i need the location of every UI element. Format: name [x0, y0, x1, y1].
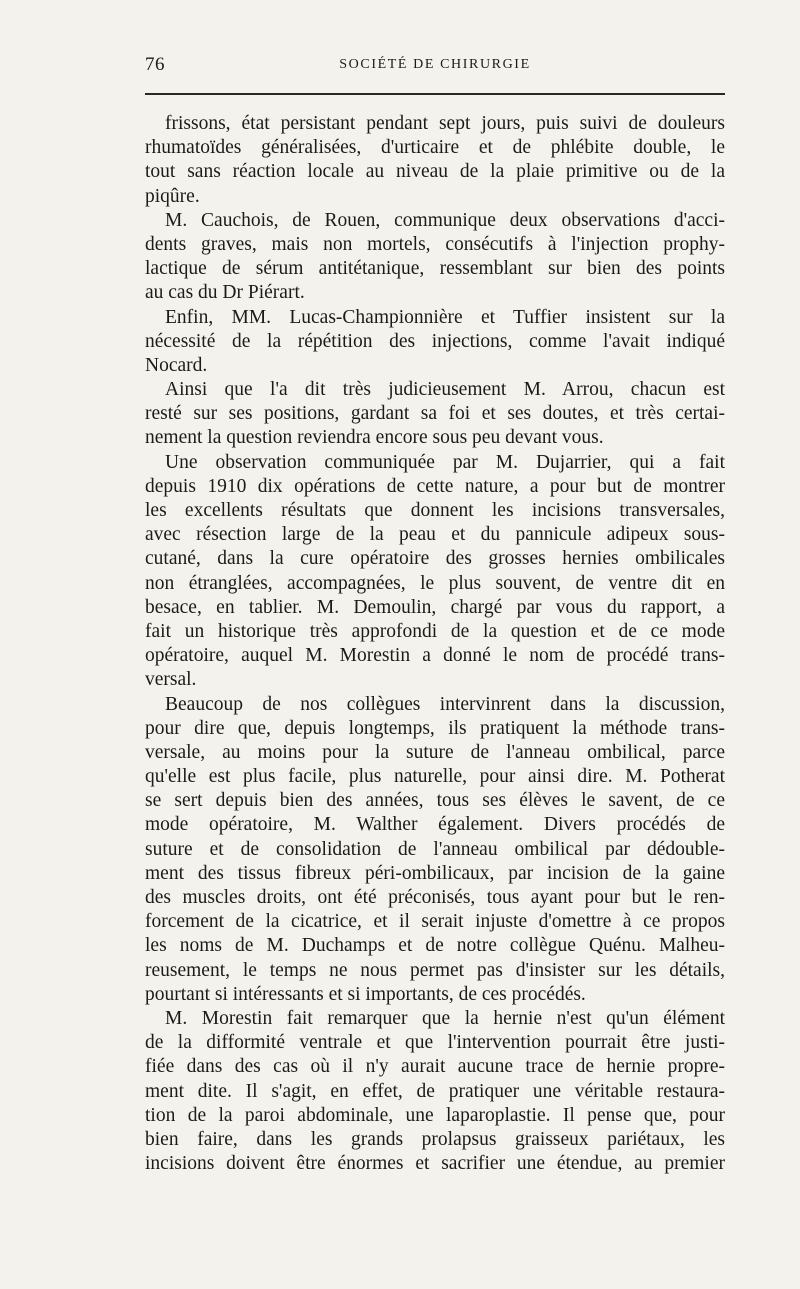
- text-line: de la difformité ventrale et que l'intervention pourrait être justi-: [145, 1032, 725, 1054]
- text-line: nécessité de la répétition des injections, comme l'avait indiqué: [145, 330, 725, 352]
- header-rule: [145, 93, 725, 95]
- body-text: [145, 112, 725, 1176]
- text-line: ment des tissus fibreux péri-ombilicaux, par incision de la gaine: [145, 862, 725, 884]
- text-line: Beaucoup de nos collègues intervinrent dans la discussion,: [165, 693, 725, 715]
- text-line: lactique de sérum antitétanique, ressemblant sur bien des points: [145, 258, 725, 280]
- paragraph: [145, 306, 725, 379]
- text-line: tion de la paroi abdominale, une laparoplastie. Il pense que, pour: [145, 1104, 725, 1126]
- text-line: qu'elle est plus facile, plus naturelle, pour ainsi dire. M. Potherat: [145, 766, 725, 788]
- paragraph: [145, 378, 725, 451]
- text-line: au cas du Dr Piérart.: [145, 282, 305, 304]
- running-title: SOCIÉTÉ DE CHIRURGIE: [339, 57, 531, 72]
- text-line: les excellents résultats que donnent les incisions transversales,: [145, 500, 725, 521]
- text-line: pourtant si intéressants et si importants, de ces procédés.: [145, 983, 586, 1005]
- text-line: frissons, état persistant pendant sept jours, puis suivi de douleurs: [165, 113, 725, 134]
- text-line: suture et de consolidation de l'anneau ombilical par dédouble-: [145, 838, 725, 860]
- text-line: fait un historique très approfondi de la question et de ce mode: [145, 620, 725, 642]
- paragraph: [145, 112, 725, 209]
- text-line: opératoire, auquel M. Morestin a donné le nom de procédé trans-: [145, 645, 725, 667]
- text-line: piqûre.: [145, 185, 200, 207]
- text-line: les noms de M. Duchamps et de notre collègue Quénu. Malheu-: [145, 935, 725, 957]
- text-line: besace, en tablier. M. Demoulin, chargé par vous du rapport, a: [145, 596, 725, 618]
- paragraph: [145, 451, 725, 693]
- text-line: bien faire, dans les grands prolapsus graisseux pariétaux, les: [145, 1128, 725, 1150]
- text-line: ment dite. Il s'agit, en effet, de pratiquer une véritable restaura-: [145, 1080, 725, 1102]
- text-line: non étranglées, accompagnées, le plus souvent, de ventre dit en: [145, 572, 725, 594]
- text-line: versale, au moins pour la suture de l'anneau ombilical, parce: [145, 741, 725, 763]
- text-line: cutané, dans la cure opératoire des grosses hernies ombilicales: [145, 548, 725, 570]
- text-line: versal.: [145, 669, 197, 691]
- text-line: forcement de la cicatrice, et il serait injuste d'omettre à ce propos: [145, 911, 725, 933]
- text-line: Enfin, MM. Lucas-Championnière et Tuffier insistent sur la: [165, 306, 725, 328]
- paragraph: [145, 209, 725, 306]
- text-line: Une observation communiquée par M. Dujarrier, qui a fait: [165, 451, 725, 473]
- text-line: rhumatoïdes généralisées, d'urticaire et de phlébite double, le: [145, 137, 725, 159]
- text-line: resté sur ses positions, gardant sa foi et ses doutes, et très certai-: [145, 403, 725, 425]
- running-head: [145, 54, 725, 78]
- text-line: mode opératoire, M. Walther également. Divers procédés de: [145, 814, 725, 836]
- text-line: M. Cauchois, de Rouen, communique deux observations d'acci-: [165, 209, 725, 231]
- page-number: 76: [145, 54, 165, 75]
- text-line: Ainsi que l'a dit très judicieusement M. Arrou, chacun est: [165, 379, 725, 401]
- text-line: des muscles droits, ont été préconisés, tous ayant pour but le ren-: [145, 887, 725, 908]
- text-line: dents graves, mais non mortels, consécutifs à l'injection prophy-: [145, 233, 725, 255]
- text-line: pour dire que, depuis longtemps, ils pratiquent la méthode trans-: [145, 717, 725, 739]
- text-line: fiée dans des cas où il n'y aurait aucune trace de hernie propre-: [145, 1056, 725, 1078]
- text-line: tout sans réaction locale au niveau de la plaie primitive ou de la: [145, 161, 725, 183]
- paragraph: [145, 693, 725, 1007]
- text-line: nement la question reviendra encore sous peu devant vous.: [145, 427, 604, 449]
- text-line: M. Morestin fait remarquer que la hernie n'est qu'un élément: [165, 1007, 725, 1029]
- text-line: reusement, le temps ne nous permet pas d'insister sur les détails,: [145, 959, 725, 981]
- text-line: incisions doivent être énormes et sacrifier une étendue, au premier: [145, 1153, 725, 1175]
- text-line: se sert depuis bien des années, tous ses élèves le savent, de ce: [145, 790, 725, 812]
- paragraph: [145, 1007, 725, 1176]
- text-line: depuis 1910 dix opérations de cette nature, a pour but de montrer: [145, 475, 725, 497]
- text-line: avec résection large de la peau et du pannicule adipeux sous-: [145, 524, 725, 546]
- text-line: Nocard.: [145, 354, 208, 376]
